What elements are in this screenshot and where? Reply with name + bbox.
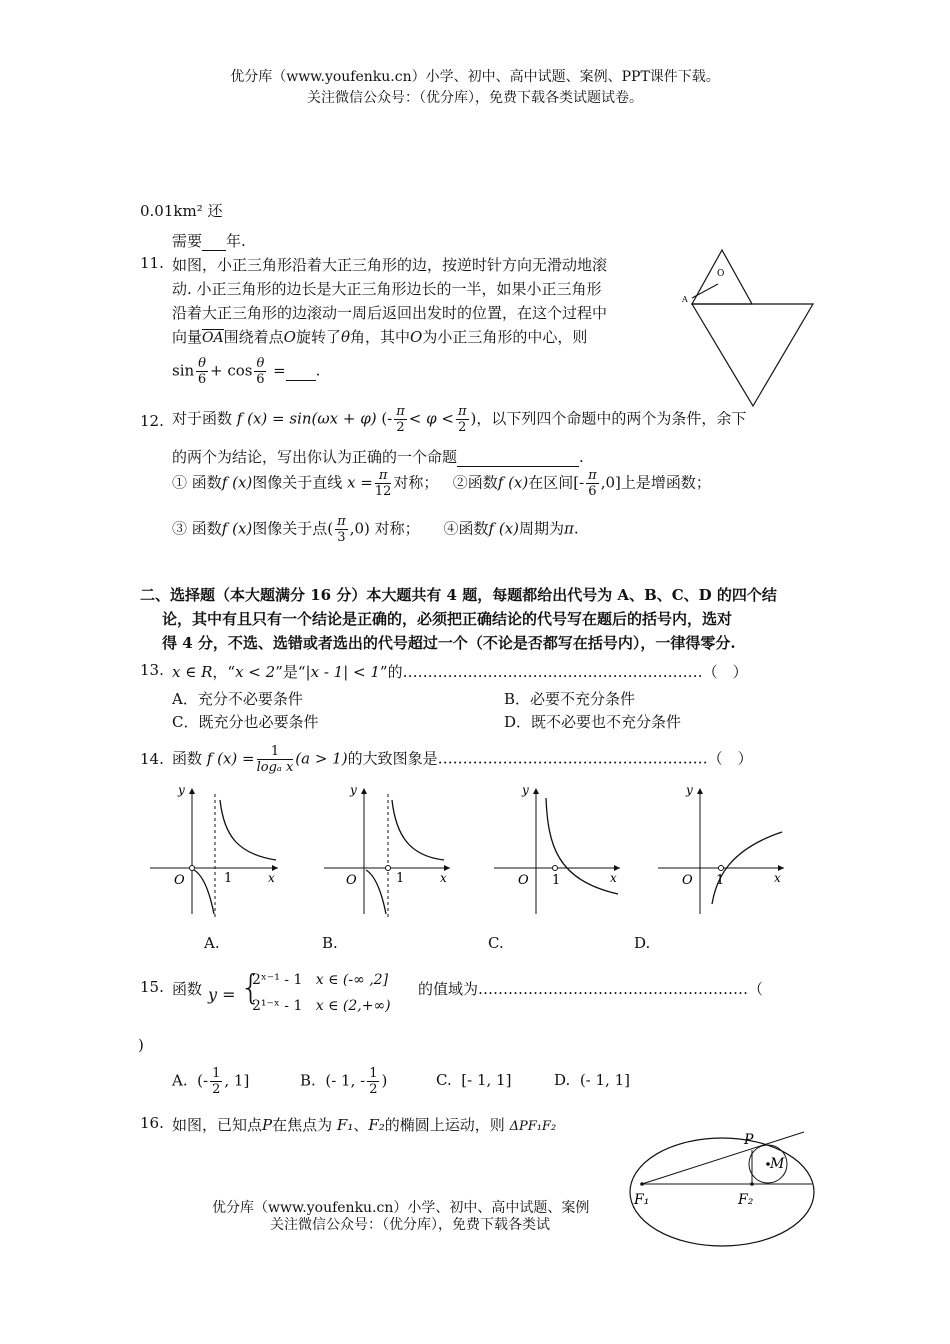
q16-stem: 如图，已知点P在焦点为 F₁、F₂的椭圆上运动，则 ΔPF₁F₂ [172,1116,557,1134]
graph-label-d: D. [634,934,651,952]
svg-text:x: x [774,871,781,885]
svg-text:x: x [440,871,447,885]
q12-prop-1-2: ① 函数f (x)图像关于直线 x = $\frac{\pi}{12}$ 对称； ②函数f (x)在区间[- $\frac{\pi}{6}$ ,0]上是增函数； [172,468,711,499]
footer-line-1: 优分库（www.youfenku.cn）小学、初中、高中试题、案例 [212,1200,590,1216]
q13-option-a: A．充分不必要条件 [172,690,303,708]
q15-option-d: D. (- 1, 1] [554,1071,630,1089]
graph-label-c: C. [488,934,504,952]
svg-text:x: x [268,871,275,885]
q15-close: ) [138,1036,144,1054]
header-line-2: 关注微信公众号：（优分库），免费下载各类试题试卷。 [307,90,643,106]
svg-text:y: y [522,783,529,797]
fig-label-a: A [682,295,688,304]
q13-option-b: B．必要不充分条件 [504,690,636,708]
q16-number: 16. [140,1114,164,1132]
graph-label-b: B. [322,934,338,952]
svg-text:1: 1 [396,871,405,886]
footer-line-2: 关注微信公众号：（优分库），免费下载各类试 [270,1217,550,1233]
q11-line-2: 动. 小正三角形的边长是大正三角形边长的一半，如果小正三角形 [172,280,602,298]
q14-number: 14. [140,750,164,768]
graph-a [148,784,282,924]
fragment-line: 需要 年. [172,232,246,250]
q15-brace: { [240,968,262,1008]
q12-line-1: 对于函数 f (x) = sin(ωx + φ) (- $\frac{\pi}{2}$ < φ < $\frac{\pi}{2}$ )，以下列四个命题中的两个为条件，余下 [172,404,747,435]
q13-option-d: D．既不必要也不充分条件 [504,713,682,731]
q11-line-1: 如图，小正三角形沿着大正三角形的边，按逆时针方向无滑动地滚 [172,256,608,274]
q15-option-b: B. (- 1, - $\frac{1}{2}$ ) [300,1066,388,1097]
vector-oa [692,284,718,298]
svg-text:O: O [518,873,529,888]
svg-text:y: y [178,783,185,797]
graph-c [492,784,626,924]
q11-line-4: 向量OA围绕着点O旋转了θ角，其中O为小正三角形的中心，则 [172,328,588,346]
q15-pre: 函数 [172,980,203,998]
ellipse-figure [616,1120,816,1248]
q15-post: 的值域为………………………………………………（ [418,980,764,998]
section2-line-2: 论，其中有且只有一个结论是正确的，必须把正确结论的代号写在题后的括号内，选对 [162,610,733,628]
q13-option-c: C．既充分也必要条件 [172,713,319,731]
q11-formula: sin $\frac{\theta}{6}$ + cos $\frac{\theta}{6}$ = . [172,356,321,387]
q15-number: 15. [140,978,164,996]
section2-line-3: 得 4 分，不选、选错或者选出的代号超过一个（不论是否都写在括号内），一律得零分. [162,634,736,652]
graph-d [656,784,790,924]
q12-prop-3-4: ③ 函数f (x)图像关于点( $\frac{\pi}{3}$ ,0) 对称； ④函数f (x)周期为π. [172,514,579,545]
svg-text:O: O [682,873,693,888]
q15-case-1: 2ˣ⁻¹ - 1 x ∈ (-∞ ,2] [252,972,389,988]
q15-y: y = [208,985,236,1004]
svg-text:y: y [686,783,693,797]
q11-line-3: 沿着大正三角形的边滚动一周后返回出发时的位置，在这个过程中 [172,304,608,322]
graph-b [322,784,456,924]
big-triangle [692,304,813,406]
svg-text:1: 1 [552,873,561,888]
section2-line-1: 二、选择题（本大题满分 16 分）本大题共有 4 题，每题都给出代号为 A、B、C、D 的四个结 [140,586,777,604]
svg-text:x: x [610,871,617,885]
q12-number: 12. [140,412,164,430]
q11-number: 11. [140,254,164,272]
q15-option-c: C. [- 1, 1] [436,1071,512,1089]
fig-label-o: O [717,269,725,279]
header-line-1: 优分库（www.youfenku.cn）小学、初中、高中试题、案例、PPT课件下载。 [230,69,720,85]
q15-option-a: A. (- $\frac{1}{2}$ , 1] [172,1066,250,1097]
point-f2 [750,1182,754,1186]
q13-number: 13. [140,661,164,679]
svg-text:F₁: F₁ [634,1192,650,1208]
graph-label-a: A. [204,934,220,952]
svg-text:y: y [350,783,357,797]
svg-text:O: O [174,873,185,888]
q15-case-2: 2¹⁻ˣ - 1 x ∈ (2,+∞) [252,998,391,1014]
point-f1 [640,1182,644,1186]
q13-stem: x ∈ R，“x < 2”是“|x - 1| < 1”的……………………………………………………（ ） [172,663,748,681]
svg-text:P: P [744,1132,754,1148]
svg-text:F₂: F₂ [738,1192,754,1208]
q14-stem: 函数 f (x) = $\frac{1}{\text{logₐ x}}$ (a > 1)的大致图象是………………………………………………（ ） [172,744,753,775]
svg-text:O: O [346,873,357,888]
q12-line-2: 的两个为结论，写出你认为正确的一个命题 . [172,448,584,466]
svg-text:1: 1 [716,873,725,888]
svg-text:M: M [770,1156,785,1172]
ellipse [630,1138,814,1246]
fragment-top: 0.01km² 还 [140,202,223,220]
q11-triangle-figure [680,246,820,406]
svg-text:1: 1 [224,871,233,886]
